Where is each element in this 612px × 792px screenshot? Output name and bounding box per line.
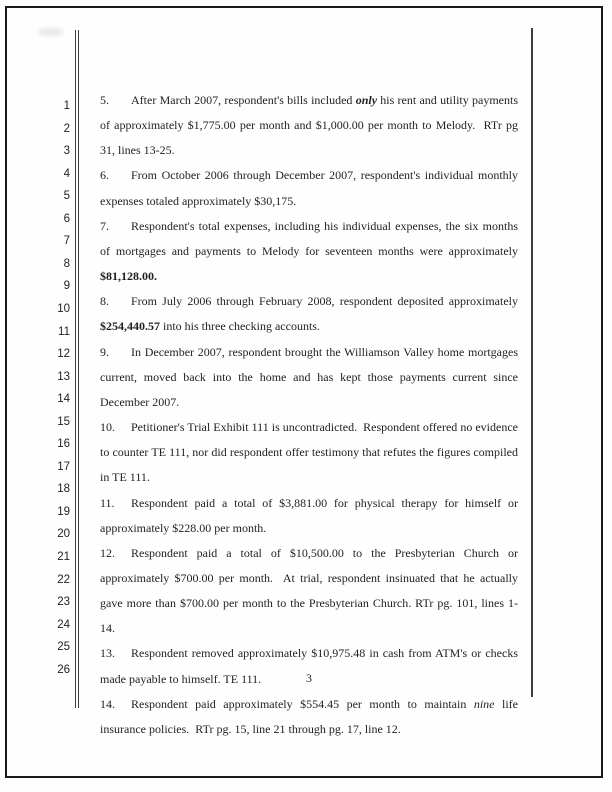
line-number: 10 (57, 302, 70, 315)
paragraph-text-segment: Petitioner's Trial Exhibit 111 is uncontradicted. Respondent offered no evidence to counter TE 111, nor did respondent offer testimony that refutes the figures compiled in TE 111. (100, 420, 518, 485)
paragraph-text-segment: $254,440.57 (100, 319, 160, 334)
paragraph-text-segment: From October 2006 through December 2007, respondent's individual monthly expenses totaled approximately $30,175. (100, 168, 518, 208)
pleading-right-rule (531, 28, 533, 697)
paragraph-text-segment: Respondent paid approximately $554.45 per month to maintain (131, 696, 474, 711)
paragraph-text-segment: In December 2007, respondent brought the Williamson Valley home mortgages current, moved back into the home and has kept those payments current since December 2007. (100, 344, 518, 409)
paragraph-number: 12. (100, 545, 115, 560)
paragraph-text-segment: $81,128.00. (100, 269, 157, 284)
line-number: 13 (57, 370, 70, 383)
paragraph-number: 8. (100, 294, 109, 309)
page-number: 3 (306, 671, 312, 685)
paragraph-number: 11. (100, 495, 115, 510)
line-number: 4 (63, 167, 70, 180)
line-number: 3 (63, 145, 70, 158)
line-number: 15 (57, 415, 70, 428)
paragraph-text-segment: Respondent's total expenses, including his individual expenses, the six months of mortgages and payments to Melody for seventeen months were approximately (100, 218, 518, 258)
paragraph (100, 88, 518, 163)
paragraph-text-segment: Respondent removed approximately $10,975.48 in cash from ATM's or checks made payable to himself. TE 111. (100, 646, 518, 686)
paragraph-number: 13. (100, 646, 115, 661)
line-number: 22 (57, 573, 70, 586)
paragraph-text-segment: nine (473, 696, 495, 711)
paragraph (100, 289, 518, 339)
paragraph (100, 692, 518, 742)
line-number: 21 (57, 551, 70, 563)
line-number: 17 (57, 460, 70, 473)
paragraph (100, 491, 518, 541)
line-number: 25 (57, 641, 70, 654)
paragraph-number: 14. (100, 696, 115, 711)
paragraph-number: 6. (100, 168, 109, 183)
paragraph (100, 163, 518, 213)
paragraph (100, 214, 518, 289)
paragraph (100, 340, 518, 415)
line-number: 8 (63, 257, 70, 270)
line-number: 16 (57, 438, 70, 451)
paragraph-number: 10. (100, 420, 115, 435)
paragraph-text-segment: From July 2006 through February 2008, respondent deposited approximately (131, 294, 518, 309)
line-number: 23 (57, 596, 70, 609)
line-number: 20 (57, 528, 70, 541)
line-number: 9 (63, 280, 70, 293)
paragraph-number: 9. (100, 344, 109, 359)
line-number: 24 (57, 618, 70, 631)
line-number: 26 (57, 663, 70, 676)
paragraph-text-segment: After March 2007, respondent's bills included (131, 93, 356, 107)
line-number: 6 (63, 212, 70, 225)
line-number: 12 (57, 348, 70, 361)
paragraph-text-segment: only (355, 93, 378, 107)
line-number: 1 (63, 100, 70, 112)
paragraph-text-segment: Respondent paid a total of $10,500.00 to the Presbyterian Church or approximately $700.00 per month. At trial, respondent insinuated that he actually gave more than $700.00 per month to the Presbyterian Church. RTr pg. 101, lines 1-14. (100, 545, 518, 636)
paragraph-text-segment: into his three checking accounts. (160, 319, 320, 334)
paragraph (100, 415, 518, 490)
paragraph-text-segment: life insurance policies. RTr pg. 15, line 21 through pg. 17, line 12. (100, 696, 518, 736)
paragraph-text-segment: Respondent paid a total of $3,881.00 for physical therapy for himself or approximately $228.00 per month. (100, 495, 518, 535)
line-number: 14 (57, 393, 70, 406)
line-number: 5 (63, 190, 70, 203)
line-number: 11 (58, 325, 70, 338)
paragraph-text-segment: his rent and utility payments of approximately $1,775.00 per month and $1,000.00 per month to Melody. RTr pg 31, lines 13-25. (100, 93, 518, 158)
line-number: 19 (57, 505, 70, 518)
paragraph (100, 541, 518, 642)
paragraph-number: 7. (100, 218, 109, 233)
pleading-left-double-rule (75, 30, 79, 708)
line-number: 7 (63, 235, 70, 248)
line-number: 18 (57, 483, 70, 496)
line-number: 2 (63, 122, 70, 135)
paragraph-number: 5. (100, 93, 109, 107)
document-body (100, 88, 518, 742)
scan-smudge-artifact (38, 28, 64, 36)
